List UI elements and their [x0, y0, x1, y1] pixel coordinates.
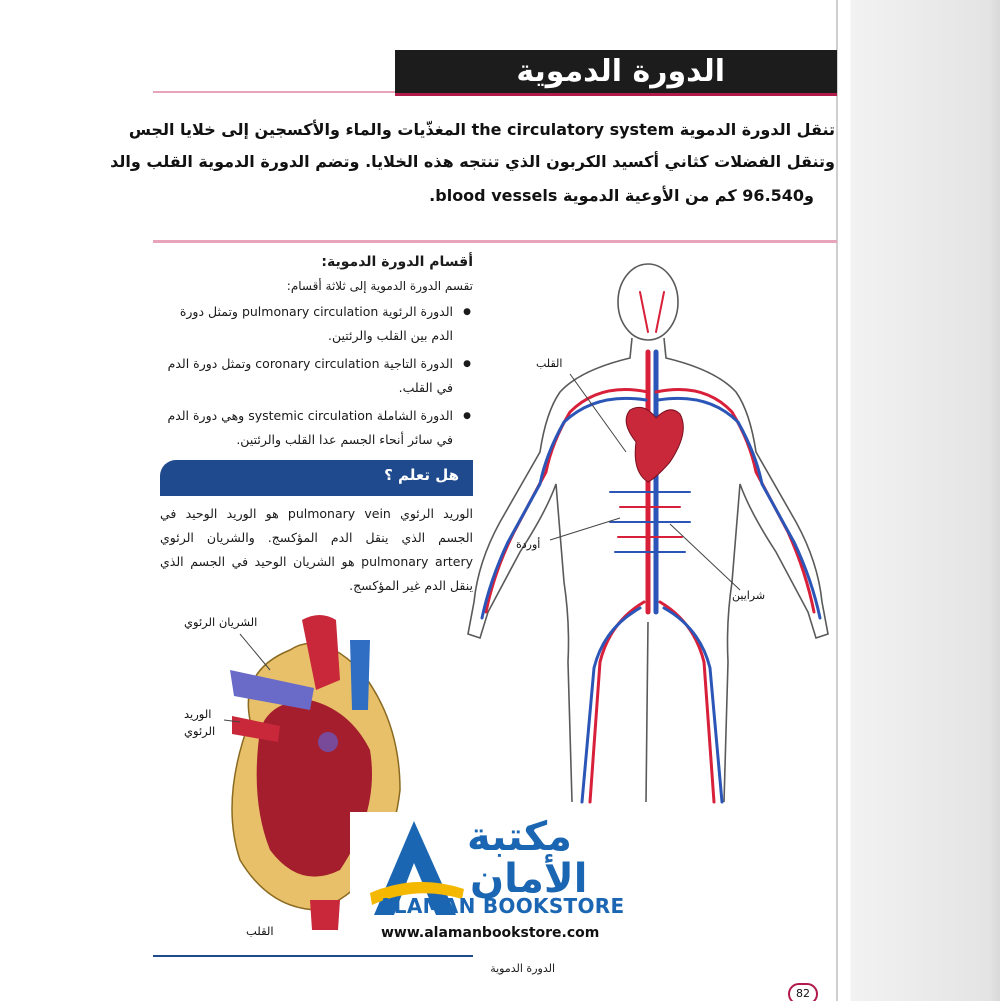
did-you-know-body: الوريد الرئوي pulmonary vein هو الوريد الوحيد في الجسم الذي ينقل الدم المؤكسج. والشريان الرئوي pulmonary artery هو الشريان الوحيد في الجسم الذي ينقل الدم غير المؤكسج.: [160, 506, 473, 593]
label-arteries: شرايين: [732, 589, 766, 602]
watermark-arabic-bottom: الأمان: [470, 856, 588, 902]
intro-line-2: وتنقل الفضلات كثاني أكسيد الكربون الذي تنتجه هذه الخلايا. وتضم الدورة الدموية القلب والد: [110, 152, 835, 171]
sections-heading: أقسام الدورة الدموية:: [321, 254, 473, 270]
intro-line-1: تنقل الدورة الدموية the circulatory system المغذّيات والماء والأكسجين إلى خلايا الجس: [128, 120, 835, 139]
vena-cava: [350, 640, 370, 710]
descending-aorta: [310, 900, 340, 930]
label-heart-small: القلب: [246, 924, 274, 938]
page-title: الدورة الدموية: [516, 54, 725, 89]
list-item: ● الدورة التاجية coronary circulation وتمثل دورة الدم في القلب.: [160, 352, 473, 400]
did-you-know-header: [160, 460, 473, 496]
label-pulmonary-artery: الشريان الرئوي: [184, 615, 258, 629]
watermark-arabic-top: مكتبة: [467, 814, 572, 860]
title-bar: [395, 50, 837, 96]
intro-bottom-rule: [153, 240, 837, 243]
watermark-url[interactable]: www.alamanbookstore.com: [381, 925, 600, 941]
list-item: ● الدورة الرئوية pulmonary circulation وتمثل دورة الدم بين القلب والرئتين.: [160, 300, 473, 348]
intro-line-3: و96.540 كم من الأوعية الدموية blood vessels.: [429, 186, 814, 205]
page-edge-shadow: [838, 0, 1000, 1001]
valve: [318, 732, 338, 752]
sections-list: [160, 300, 473, 456]
watermark-english: ALAMAN BOOKSTORE: [378, 894, 625, 918]
label-veins: أوردة: [516, 538, 541, 551]
label-pulmonary-vein-2: الرئوي: [184, 724, 216, 738]
label-pulmonary-vein-1: الوريد: [184, 707, 212, 721]
label-heart: القلب: [536, 357, 563, 370]
heart-shape: [626, 407, 683, 482]
bottom-rule: [153, 955, 473, 957]
footer-caption: الدورة الدموية: [490, 962, 555, 975]
sections-intro: تقسم الدورة الدموية إلى ثلاثة أقسام:: [286, 279, 473, 293]
page-number: 82: [788, 983, 818, 1001]
did-you-know-title: هل تعلم ؟: [384, 466, 459, 484]
list-item: ● الدورة الشاملة systemic circulation وهي دورة الدم في سائر أنحاء الجسم عدا القلب والرئتين.: [160, 404, 473, 452]
intro-top-rule: [153, 91, 395, 93]
